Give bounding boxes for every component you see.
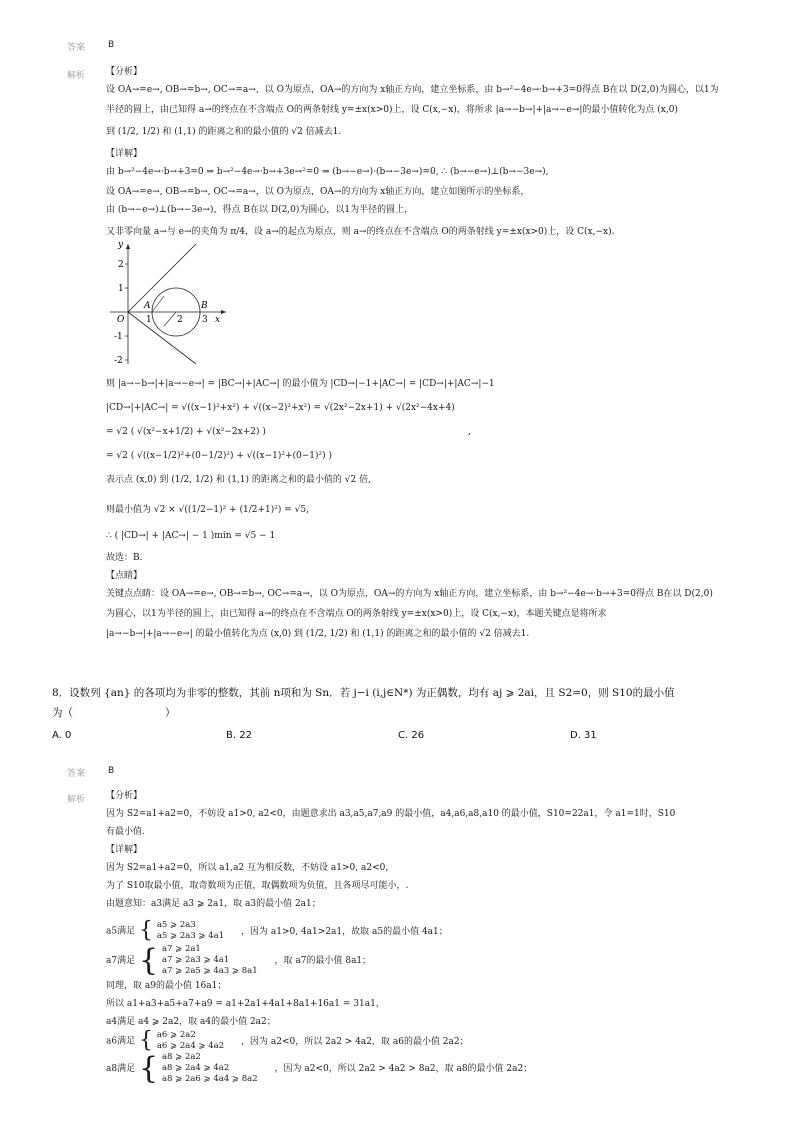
- a7-tail: ，取 a7的最小值 8a1；: [274, 956, 372, 966]
- a6-system: [106, 1030, 469, 1052]
- a5-system: [106, 920, 448, 942]
- a6-row-2: a6 ⩾ 2a4 ⩾ 4a2: [156, 1041, 225, 1051]
- brace-icon: {: [138, 918, 153, 943]
- option-d: D. 31: [570, 730, 597, 741]
- axis-y-label: y: [118, 240, 124, 250]
- section-fenxi-heading: 【分析】: [106, 67, 143, 77]
- q8-fenxi-line-2: 有最小值.: [106, 827, 145, 837]
- q8-xiangjie-line-3: 由题意知：a3满足 a3 ⩾ 2a1，取 a3的最小值 2a1；: [106, 899, 321, 909]
- a8-lead: a8满足: [106, 1064, 136, 1074]
- dianjing-line-1: 关键点点睛：设 OA→=e→, OB→=b→, OC→=a→，以 O为原点，OA→的方向为 x轴正方向，建立坐标系，由 b→²−4e→·b→+3=0得点 B在以 D(2,0): [106, 589, 713, 599]
- axis-x-label: x: [215, 315, 221, 325]
- q8-fenxi-heading: 【分析】: [106, 791, 143, 801]
- x-axis-arrow: [221, 310, 226, 314]
- calc-line-8: 故选：B.: [106, 553, 143, 563]
- a5-system-rows: [157, 920, 224, 942]
- answer-value-8: B: [108, 766, 115, 776]
- a6-row-1: a6 ⩾ 2a2: [156, 1030, 196, 1040]
- dianjing-line-3: |a→−b→|+|a→−e→| 的最小值转化为点 (x,0) 到 (1/2, 1/2) 和 (1,1) 的距离之和的最小值的 √2 倍减去1.: [106, 629, 530, 639]
- a6-tail: ，因为 a2<0，所以 2a2 > 4a2，取 a6的最小值 2a2；: [241, 1036, 469, 1047]
- a8-row-1: a8 ⩾ 2a2: [161, 1052, 201, 1062]
- q8-mid-line-2: 所以 a1+a3+a5+a7+a9 = a1+2a1+4a1+8a1+16a1 = 31a1，: [106, 999, 385, 1009]
- option-c: C. 26: [398, 730, 425, 741]
- x-tick-label-2: 2: [177, 315, 183, 325]
- calc-line-comma: ,: [468, 427, 471, 437]
- xiangjie-line-2: 设 OA→=e→, OB→=b→, OC→=a→，以 O为原点，OA→的方向为 x轴正方向，建立如图所示的坐标系，: [106, 187, 530, 197]
- a5-row-1: a5 ⩾ 2a3: [156, 920, 196, 930]
- segment-d: [164, 312, 176, 326]
- calc-line-6: 则最小值为 √2 × √((1/2−1)² + (1/2+1)²) = √5,: [106, 505, 309, 515]
- segment-a: [152, 296, 164, 312]
- a8-row-2: a8 ⩾ 2a4 ⩾ 4a2: [161, 1063, 230, 1073]
- answer-value: B: [108, 40, 115, 50]
- answer-label-8: 答案: [67, 769, 86, 779]
- a5-row-2: a5 ⩾ 2a3 ⩾ 4a1: [156, 931, 225, 941]
- section-dianjing-heading: 【点睛】: [106, 571, 143, 581]
- analysis-label: 解析: [67, 71, 86, 81]
- a7-system-rows: [162, 944, 258, 977]
- a7-lead: a7满足: [106, 956, 136, 966]
- option-a: A. 0: [52, 730, 72, 741]
- q8-xiangjie-line-2: 为了 S10取最小值，取奇数项为正值，取偶数项为负值，且各项尽可能小，.: [106, 881, 409, 891]
- x-tick-label-3: 3: [202, 315, 208, 325]
- analysis-label-8: 解析: [67, 795, 86, 805]
- answer-label: 答案: [67, 43, 86, 53]
- a5-tail: ，因为 a1>0, 4a1>2a1，故取 a5的最小值 4a1；: [241, 926, 448, 937]
- calc-line-3: = √2 ( √(x²−x+1/2) + √(x²−2x+2) ): [106, 427, 266, 437]
- point-a-label: A: [144, 301, 151, 311]
- question-8-stem-end: [52, 706, 176, 720]
- coordinate-graph: [104, 238, 232, 368]
- q8-mid-line-3: a4满足 a4 ⩾ 2a2，取 a4的最小值 2a2；: [106, 1017, 276, 1027]
- xiangjie-line-3: 由 (b→−e→)⊥(b→−3e→)，得点 B在以 D(2,0)为圆心，以1为半径的圆上，: [106, 205, 414, 215]
- y-tick-label-m1: -1: [114, 332, 123, 342]
- q8-mid-line-1: 同理，取 a9的最小值 16a1；: [106, 981, 227, 991]
- a7-row-2: a7 ⩾ 2a3 ⩾ 4a1: [161, 955, 230, 965]
- calc-line-7: ∴ ( |CD→| + |AC→| − 1 )min = √5 − 1: [106, 531, 276, 541]
- a8-row-3: a8 ⩾ 2a6 ⩾ 4a4 ⩾ 8a2: [161, 1074, 258, 1084]
- stem-bracket-close: ）: [165, 707, 176, 719]
- q8-xiangjie-line-1: 因为 S2=a1+a2=0，所以 a1,a2 互为相反数，不妨设 a1>0, a2<0，: [106, 863, 395, 873]
- section-xiangjie-heading: 【详解】: [106, 149, 143, 159]
- fenxi-line-2: 半径的圆上，由已知得 a→的终点在不含端点 O的两条射线 y=±x(x>0)上，设 C(x,−x)，将所求 |a→−b→|+|a→−e→|的最小值转化为点 (x,0): [106, 105, 678, 115]
- a8-tail: ，因为 a2<0，所以 2a2 > 4a2 > 8a2，取 a8的最小值 2a2；: [274, 1064, 533, 1074]
- fenxi-line-3: 到 (1/2, 1/2) 和 (1,1) 的距离之和的最小值的 √2 倍减去1.: [106, 127, 342, 137]
- dianjing-line-2: 为圆心，以1为半径的圆上，由已知得 a→的终点在不含端点 O的两条射线 y=±x(x>0)上，设 C(x,−x)，本题关键点是将所求: [106, 609, 607, 619]
- q8-fenxi-line-1: 因为 S2=a1+a2=0，不妨设 a1>0, a2<0，由题意求出 a3,a5,a7,a9 的最小值，a4,a6,a8,a10 的最小值，S10=22a1，令 a1=1时，S10: [106, 809, 676, 819]
- y-axis-arrow: [126, 244, 130, 249]
- brace-icon: {: [138, 1028, 153, 1053]
- a5-lead: a5满足: [106, 926, 136, 937]
- origin-label: O: [117, 315, 125, 325]
- point-b-label: B: [201, 301, 208, 311]
- a7-row-1: a7 ⩾ 2a1: [161, 944, 201, 954]
- a8-system-rows: [162, 1052, 258, 1085]
- a7-system: [106, 944, 371, 977]
- xiangjie-line-1: 由 b→²−4e→·b→+3=0 ⇒ b→²−4e→·b→+3e→²=0 ⇒ (b→−e→)·(b→−3e→)=0, ∴ (b→−e→)⊥(b→−3e→),: [106, 167, 549, 177]
- question-8-stem: 8．设数列 {an} 的各项均为非零的整数，其前 n项和为 Sn．若 j−i (i,j∈N*) 为正偶数，均有 aj ⩾ 2ai，且 S2=0，则 S10的最小值: [52, 687, 675, 699]
- calc-line-5: 表示点 (x,0) 到 (1/2, 1/2) 和 (1,1) 的距离之和的最小值的 √2 倍,: [106, 475, 371, 485]
- xiangjie-line-4: 又非零向量 a→与 e→的夹角为 π/4，设 a→的起点为原点，则 a→的终点在不含端点 O的两条射线 y=±x(x>0)上，设 C(x,−x).: [106, 227, 615, 237]
- calc-line-1: 则 |a→−b→|+|a→−e→| = |BC→|+|AC→| 的最小值为 |CD→|−1+|AC→| = |CD→|+|AC→|−1: [106, 379, 495, 389]
- a6-system-rows: [157, 1030, 224, 1052]
- fenxi-line-1: 设 OA→=e→, OB→=b→, OC→=a→，以 O为原点，OA→的方向为 x轴正方向，建立坐标系，由 b→²−4e→·b→+3=0得点 B在以 D(2,0)为圆心，以1为: [106, 85, 719, 95]
- ray-lower: [128, 312, 196, 364]
- a7-row-3: a7 ⩾ 2a5 ⩾ 4a3 ⩾ 8a1: [161, 966, 258, 976]
- brace-icon: {: [138, 1050, 159, 1086]
- y-tick-label-2: 2: [118, 260, 124, 270]
- a8-system: [106, 1052, 532, 1085]
- y-tick-label-1: 1: [118, 284, 124, 294]
- calc-line-4: = √2 ( √((x−1/2)²+(0−1/2)²) + √((x−1)²+(0−1)²) ): [106, 451, 333, 461]
- y-tick-label-m2: -2: [114, 356, 123, 366]
- q8-xiangjie-heading: 【详解】: [106, 845, 143, 855]
- stem-bracket-open: 为（: [52, 707, 73, 719]
- x-tick-label-1: 1: [146, 315, 152, 325]
- brace-icon: {: [138, 942, 159, 978]
- ray-upper: [128, 244, 196, 312]
- option-b: B. 22: [226, 730, 252, 741]
- a6-lead: a6满足: [106, 1036, 136, 1047]
- calc-line-2: |CD→|+|AC→| = √((x−1)²+x²) + √((x−2)²+x²) = √(2x²−2x+1) + √(2x²−4x+4): [106, 403, 455, 413]
